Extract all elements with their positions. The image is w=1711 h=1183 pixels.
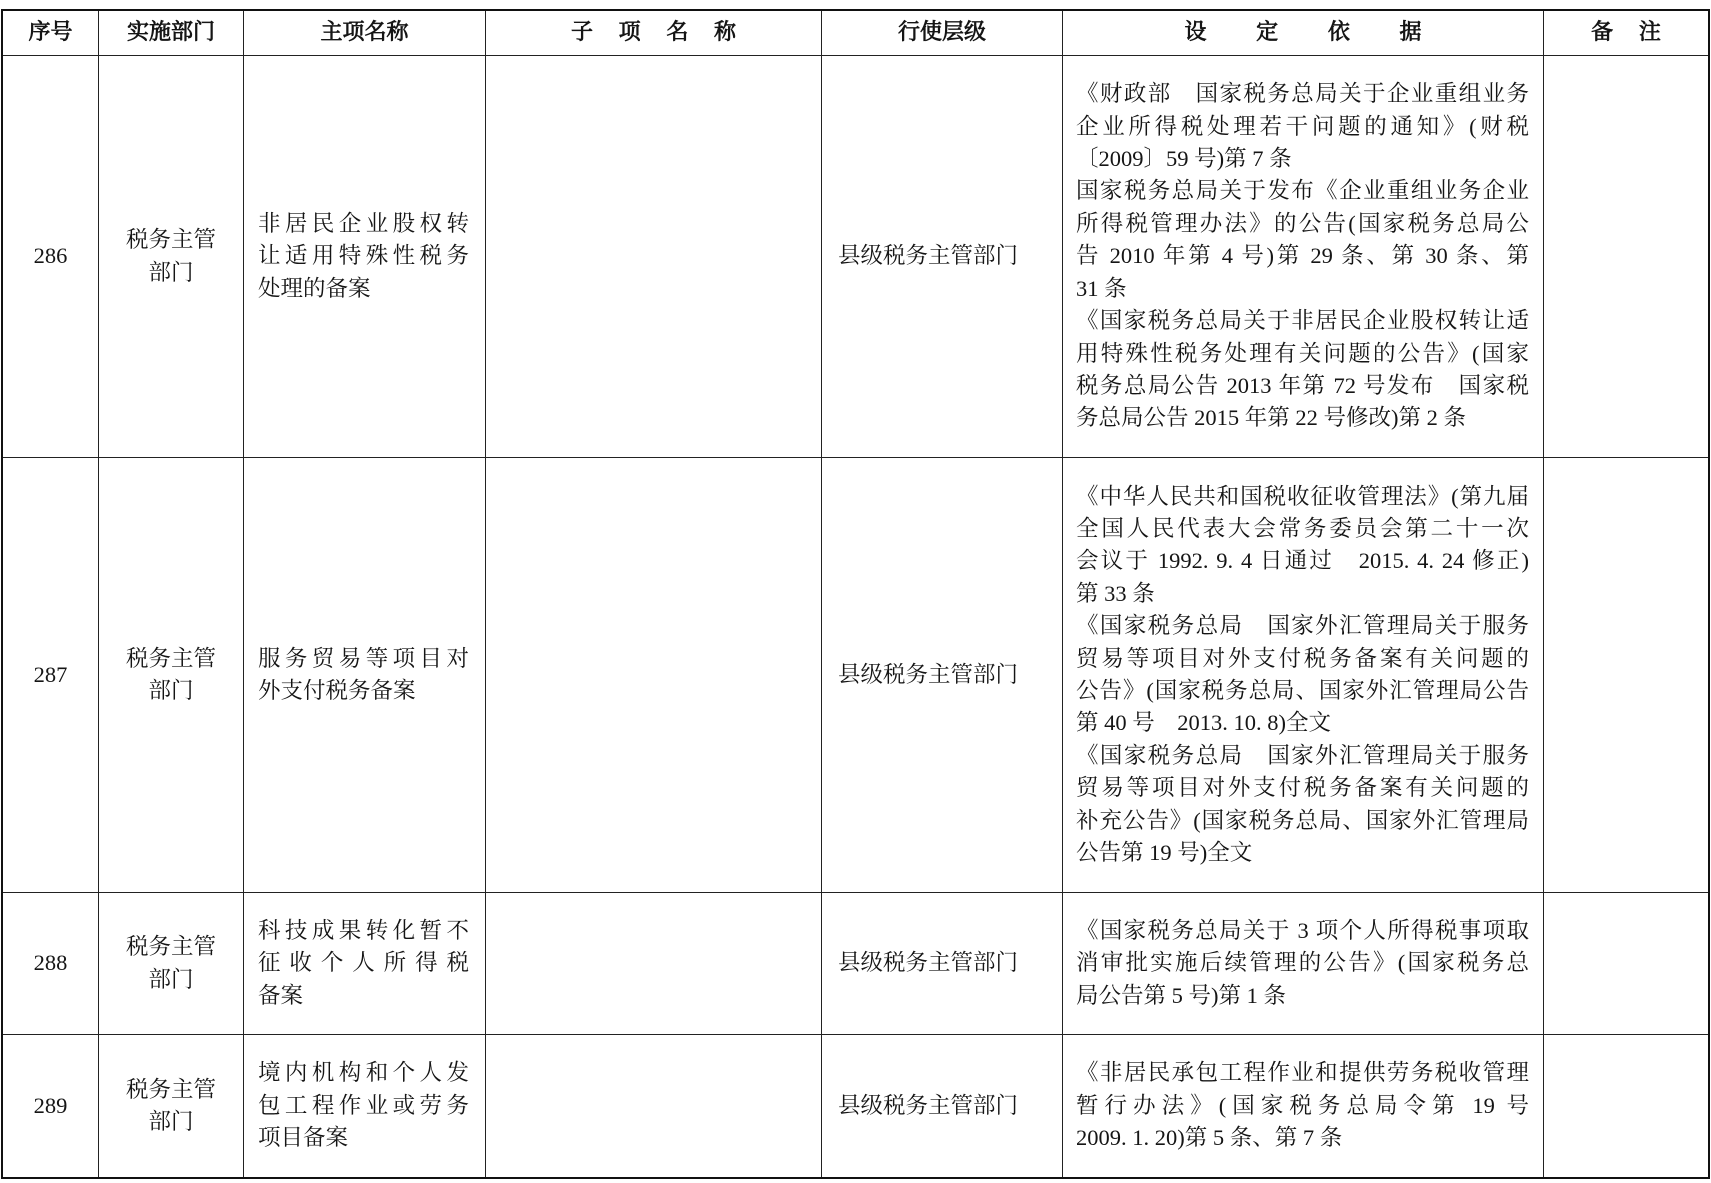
main-item-line: 让适用特殊性税务 — [258, 243, 469, 269]
level-cell — [822, 458, 1063, 893]
dept-line: 税务主管 — [125, 227, 216, 253]
basis-line: 《财政部 国家税务总局关于企业重组业务 — [1076, 81, 1529, 107]
main-item-cell — [244, 1035, 486, 1177]
basis-line: 《非居民承包工程作业和提供劳务税收管理 — [1076, 1060, 1529, 1086]
seq-number: 288 — [33, 950, 68, 976]
cell-content — [1076, 78, 1529, 434]
sub-item-cell — [486, 458, 822, 893]
cell-content — [1076, 915, 1529, 1012]
header-label: 序号 — [28, 20, 73, 45]
remark-cell — [1544, 893, 1708, 1035]
level-text: 县级税务主管部门 — [838, 950, 1019, 976]
basis-line: 《国家税务总局 国家外汇管理局关于服务 — [1076, 742, 1529, 768]
basis-paragraph — [1076, 481, 1529, 611]
cell-content — [126, 224, 216, 289]
basis-line: 贸易等项目对外支付税务备案有关问题的 — [1076, 645, 1529, 671]
dept-cell — [99, 458, 244, 893]
cell-content — [258, 208, 469, 305]
header-label: 备 注 — [1591, 20, 1670, 45]
main-item-line: 非居民企业股权转 — [258, 210, 469, 236]
seq-number: 287 — [33, 661, 68, 687]
basis-line: 2009. 1. 20)第 5 条、第 7 条 — [1076, 1125, 1343, 1151]
basis-paragraph — [1076, 78, 1529, 175]
cell-content — [1076, 1057, 1529, 1154]
level-text: 县级税务主管部门 — [838, 661, 1019, 687]
basis-line: 全国人民代表大会常务委员会第二十一次 — [1076, 515, 1529, 541]
dept-line: 部门 — [148, 1109, 194, 1134]
basis-line: 《国家税务总局关于非居民企业股权转让适 — [1076, 308, 1529, 334]
basis-paragraph — [1076, 610, 1529, 740]
main-item-line: 项目备案 — [258, 1125, 349, 1151]
main-item-line: 科技成果转化暂不 — [258, 917, 469, 943]
level-cell — [822, 893, 1063, 1035]
main-item-line: 外支付税务备案 — [258, 678, 416, 703]
data-table — [1, 9, 1710, 1179]
level-text: 县级税务主管部门 — [838, 243, 1019, 269]
dept-line: 税务主管 — [125, 1076, 216, 1102]
basis-paragraph — [1076, 915, 1529, 1012]
header-label: 设 定 依 据 — [1184, 20, 1443, 45]
main-item-cell — [244, 56, 486, 458]
header-dept — [99, 11, 244, 56]
basis-line: 〔2009〕59 号)第 7 条 — [1076, 146, 1292, 172]
basis-cell — [1063, 458, 1544, 893]
header-sub-item — [486, 11, 822, 56]
basis-cell — [1063, 1035, 1544, 1177]
seq-cell — [3, 1035, 99, 1177]
remark-cell — [1544, 56, 1708, 458]
basis-paragraph — [1076, 1057, 1529, 1154]
level-cell — [822, 1035, 1063, 1177]
dept-line: 部门 — [148, 259, 194, 285]
basis-line: 31 条 — [1076, 275, 1127, 301]
cell-content — [126, 931, 216, 996]
header-label: 行使层级 — [897, 20, 986, 45]
cell-content — [1076, 481, 1529, 870]
remark-cell — [1544, 1035, 1708, 1177]
basis-paragraph — [1076, 175, 1529, 305]
dept-line: 税务主管 — [125, 934, 216, 960]
basis-line: 消审批实施后续管理的公告》(国家税务总 — [1076, 950, 1529, 976]
basis-line: 所得税管理办法》的公告(国家税务总局公 — [1076, 210, 1529, 236]
main-item-line: 境内机构和个人发 — [258, 1060, 469, 1086]
basis-line: 务总局公告 2015 年第 22 号修改)第 2 条 — [1076, 405, 1466, 431]
sub-item-cell — [486, 1035, 822, 1177]
main-item-cell — [244, 893, 486, 1035]
dept-line: 部门 — [148, 678, 194, 703]
main-item-line: 服务贸易等项目对 — [258, 645, 469, 671]
basis-line: 会议于 1992. 9. 4 日通过 2015. 4. 24 修正) — [1076, 548, 1529, 574]
basis-line: 暂行办法》(国家税务总局令第 19 号 — [1076, 1092, 1529, 1118]
seq-number: 289 — [33, 1092, 68, 1118]
basis-line: 税务总局公告 2013 年第 72 号发布 国家税 — [1076, 372, 1529, 398]
header-label: 主项名称 — [320, 20, 409, 45]
main-item-line: 备案 — [258, 982, 304, 1008]
header-main-item — [244, 11, 486, 56]
basis-line: 《中华人民共和国税收征收管理法》(第九届 — [1076, 483, 1529, 509]
cell-content — [258, 1057, 469, 1154]
cell-content — [258, 915, 469, 1012]
seq-cell — [3, 56, 99, 458]
dept-cell — [99, 893, 244, 1035]
cell-content — [126, 643, 216, 708]
basis-line: 第 40 号 2013. 10. 8)全文 — [1076, 710, 1331, 736]
header-label: 子 项 名 称 — [571, 20, 745, 45]
basis-paragraph — [1076, 740, 1529, 870]
basis-line: 公告第 19 号)全文 — [1076, 840, 1253, 866]
sub-item-cell — [486, 893, 822, 1035]
dept-line: 税务主管 — [125, 645, 216, 671]
remark-cell — [1544, 458, 1708, 893]
cell-content — [258, 643, 469, 708]
basis-cell — [1063, 893, 1544, 1035]
level-text: 县级税务主管部门 — [838, 1092, 1019, 1118]
header-level — [822, 11, 1063, 56]
basis-line: 补充公告》(国家税务总局、国家外汇管理局 — [1076, 807, 1529, 833]
dept-cell — [99, 56, 244, 458]
sub-item-cell — [486, 56, 822, 458]
header-seq — [3, 11, 99, 56]
basis-line: 《国家税务总局 国家外汇管理局关于服务 — [1076, 613, 1529, 639]
basis-cell — [1063, 56, 1544, 458]
seq-cell — [3, 458, 99, 893]
level-cell — [822, 56, 1063, 458]
dept-cell — [99, 1035, 244, 1177]
basis-paragraph — [1076, 305, 1529, 435]
main-item-line: 包工程作业或劳务 — [258, 1092, 469, 1118]
basis-line: 企业所得税处理若干问题的通知》(财税 — [1076, 113, 1529, 139]
basis-line: 告 2010 年第 4 号)第 29 条、第 30 条、第 — [1076, 243, 1529, 269]
seq-cell — [3, 893, 99, 1035]
main-item-line: 征收个人所得税 — [258, 950, 469, 976]
main-item-cell — [244, 458, 486, 893]
cell-content — [126, 1074, 216, 1139]
basis-line: 公告》(国家税务总局、国家外汇管理局公告 — [1076, 678, 1529, 703]
basis-line: 用特殊性税务处理有关问题的公告》(国家 — [1076, 340, 1529, 366]
header-basis — [1063, 11, 1544, 56]
seq-number: 286 — [33, 243, 68, 269]
basis-line: 第 33 条 — [1076, 580, 1155, 606]
header-label: 实施部门 — [126, 20, 215, 45]
main-item-line: 处理的备案 — [258, 275, 371, 301]
basis-line: 局公告第 5 号)第 1 条 — [1076, 982, 1286, 1008]
dept-line: 部门 — [148, 966, 194, 992]
basis-line: 贸易等项目对外支付税务备案有关问题的 — [1076, 775, 1529, 801]
header-remark — [1544, 11, 1708, 56]
basis-line: 国家税务总局关于发布《企业重组业务企业 — [1076, 178, 1529, 204]
basis-line: 《国家税务总局关于 3 项个人所得税事项取 — [1076, 917, 1529, 943]
